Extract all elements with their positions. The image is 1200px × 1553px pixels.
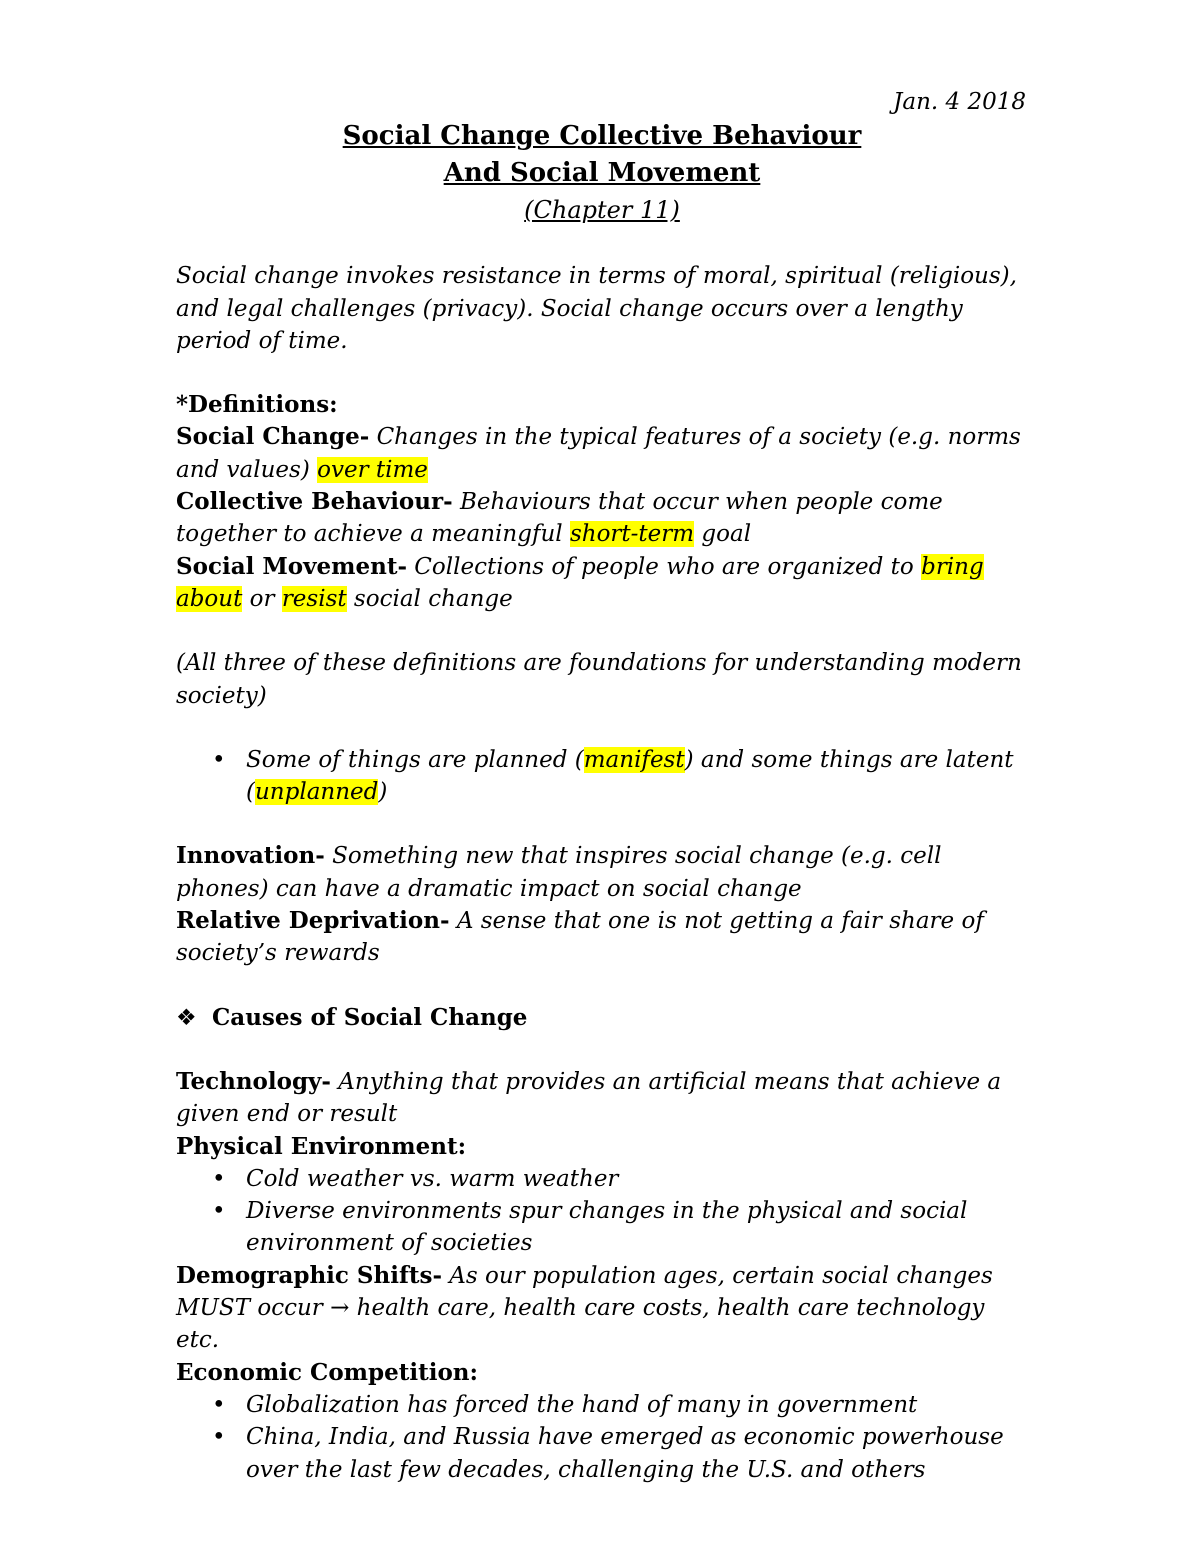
term-technology: Technology- (176, 1067, 331, 1095)
bullet-icon: • (212, 746, 226, 773)
cause-demographic-shifts: Demographic Shifts- As our population ages, certain social changes MUST occur → health care, health care costs, health care technology etc. (176, 1261, 993, 1354)
definition-collective-behaviour: Collective Behaviour- Behaviours that occur when people come together to achieve a meaningful short-term goal (176, 488, 943, 548)
definition-innovation: Innovation- Something new that inspires social change (e.g. cell phones) can have a dramatic impact on social change (176, 842, 942, 902)
document-date: Jan. 4 2018 (893, 89, 1026, 115)
definitions-note: (All three of these definitions are foundations for understanding modern society) (176, 650, 1022, 709)
causes-heading: ❖ Causes of Social Change (176, 1002, 1028, 1034)
highlight-over-time: over time (317, 456, 428, 483)
term-collective-behaviour: Collective Behaviour- (176, 488, 453, 516)
planned-bullet-list (176, 744, 1028, 809)
title-line-1: Social Change Collective Behaviour (342, 121, 862, 152)
economic-competition-list (176, 1389, 1028, 1486)
physical-environment-list (176, 1163, 1028, 1260)
definition-social-movement: Social Movement- Collections of people who are organized to bring about or resist social change (176, 552, 984, 612)
highlight-manifest: manifest (583, 746, 685, 773)
term-demographic-shifts: Demographic Shifts- (176, 1261, 442, 1289)
bullet-icon: • (212, 1165, 226, 1192)
arrow-right-icon: → (330, 1295, 350, 1322)
diamond-bullet-icon: ❖ (176, 1004, 197, 1031)
title-line-2: And Social Movement (443, 158, 761, 189)
list-item: • Some of things are planned (manifest) and some things are latent (unplanned) (176, 744, 1028, 809)
highlight-resist: resist (281, 585, 347, 612)
term-social-change: Social Change- (176, 423, 370, 451)
cause-economic-competition: Economic Competition: (176, 1358, 478, 1386)
intro-paragraph: Social change invokes resistance in terms of moral, spiritual (religious), and legal challenges (privacy). Social change occurs over a lengthy period of time. (176, 263, 1017, 354)
bullet-icon: • (212, 1198, 226, 1225)
term-social-movement: Social Movement- (176, 552, 407, 580)
bullet-icon: • (212, 1424, 226, 1451)
document-body (176, 86, 1028, 1486)
definition-social-change: Social Change- Changes in the typical features of a society (e.g. norms and values) over time (176, 423, 1021, 483)
list-item: • Diverse environments spur changes in the physical and social environment of societies (176, 1195, 1028, 1260)
cause-technology: Technology- Anything that provides an artificial means that achieve a given end or result (176, 1067, 1002, 1128)
term-relative-deprivation: Relative Deprivation- (176, 907, 450, 935)
highlight-bring-about: bring about (176, 553, 984, 612)
list-item: • China, India, and Russia have emerged as economic powerhouse over the last few decades, challenging the U.S. and others (176, 1421, 1028, 1486)
term-innovation: Innovation- (176, 842, 325, 870)
highlight-short-term: short-term (569, 521, 695, 548)
chapter-label: (Chapter 11) (524, 196, 680, 225)
list-item: • Cold weather vs. warm weather (176, 1163, 1028, 1195)
bullet-icon: • (212, 1391, 226, 1418)
definitions-heading: *Definitions: (176, 391, 338, 419)
highlight-unplanned: unplanned (254, 779, 379, 806)
cause-physical-environment: Physical Environment: (176, 1132, 467, 1160)
definition-relative-deprivation: Relative Deprivation- A sense that one is not getting a fair share of society’s rewards (176, 907, 984, 967)
list-item: • Globalization has forced the hand of many in government (176, 1389, 1028, 1421)
